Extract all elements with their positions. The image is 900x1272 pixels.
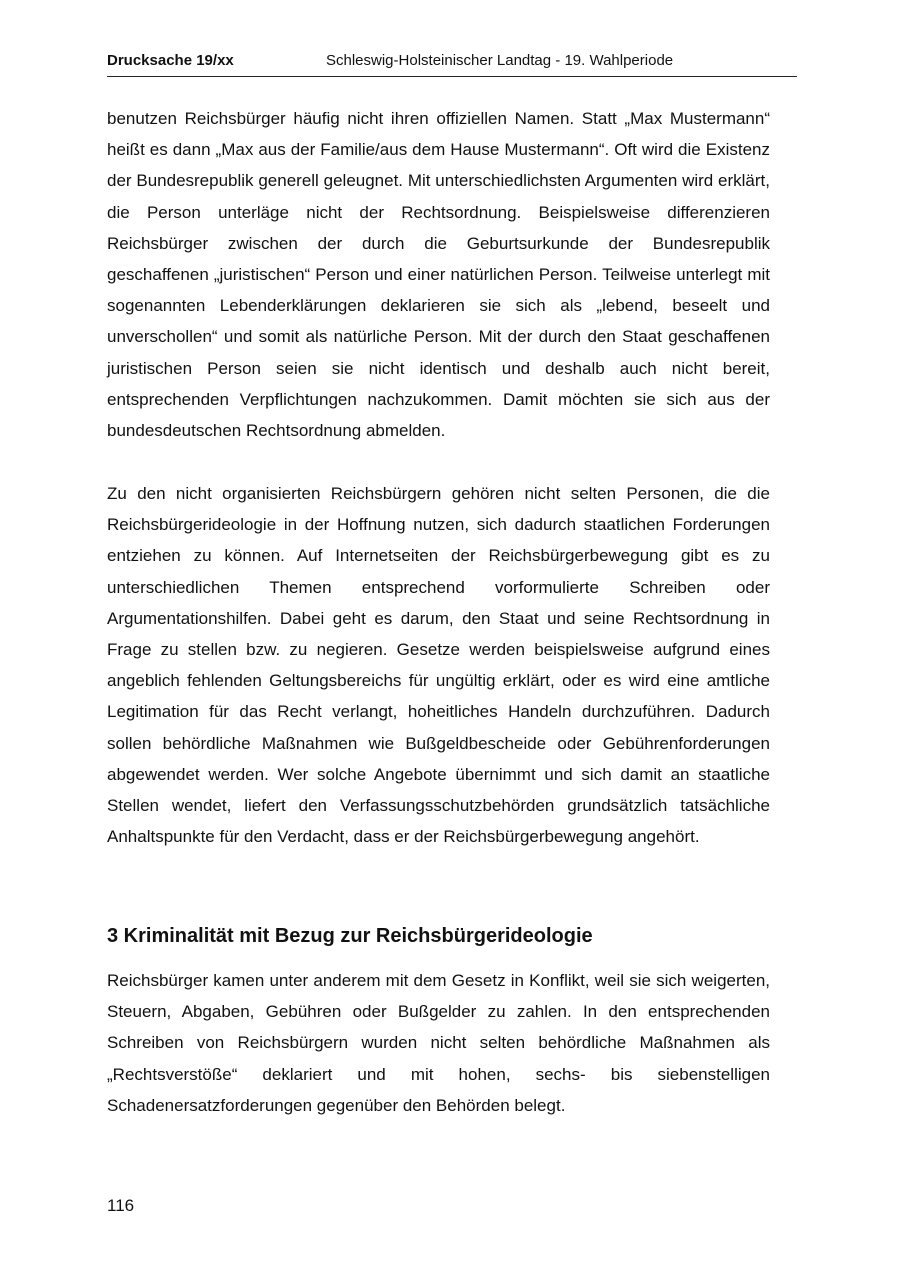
body-paragraph-1: benutzen Reichsbürger häufig nicht ihren offiziellen Namen. Statt „Max Mustermann“ heißt es dann „Max aus der Familie/aus dem Hause Mustermann“. Oft wird die Existenz der Bundesrepublik generell geleugnet. Mit unterschiedlichsten Argumenten wird erklärt, die Person unterläge nicht der Rechtsordnung. Beispielsweise differenzieren Reichsbürger zwischen der durch die Geburtsurkunde der Bundesrepublik geschaffenen „juristischen“ Person und einer natürlichen Person. Teilweise unterlegt mit sogenannten Lebenderklärungen deklarieren sie sich als „lebend, beseelt und unverschollen“ und somit als natürliche Person. Mit der durch den Staat geschaffenen juristischen Person seien sie nicht identisch und deshalb auch nicht bereit, entsprechenden Verpflichtungen nachzukommen. Damit möchten sie sich aus der bundesdeutschen Rechtsordnung abmelden.	[107, 109, 770, 441]
page-header	[107, 52, 797, 77]
body-paragraph-2: Zu den nicht organisierten Reichsbürgern gehören nicht selten Personen, die die Reichsbürgerideologie in der Hoffnung nutzen, sich dadurch staatlichen Forderungen entziehen zu können. Auf Internetseiten der Reichsbürgerbewegung gibt es zu unterschiedlichen Themen entsprechend vorformulierte Schreiben oder Argumentationshilfen. Dabei geht es darum, den Staat und seine Rechtsordnung in Frage zu stellen bzw. zu negieren. Gesetze werden beispielsweise aufgrund eines angeblich fehlenden Geltungsbereichs für ungültig erklärt, oder es wird eine amtliche Legitimation für das Recht verlangt, hoheitliches Handeln durchzuführen. Dadurch sollen behördliche Maßnahmen wie Bußgeldbescheide oder Gebührenforderungen abgewendet werden. Wer solche Angebote übernimmt und sich damit an staatliche Stellen wendet, liefert den Verfassungsschutzbehörden grundsätzlich tatsächliche Anhaltspunkte für den Verdacht, dass er der Reichsbürgerbewegung angehört.	[107, 484, 770, 847]
page-number: 116	[107, 1196, 135, 1215]
section-paragraph: Reichsbürger kamen unter anderem mit dem Gesetz in Konflikt, weil sie sich weigerten, Steuern, Abgaben, Gebühren oder Bußgelder zu zahlen. In den entsprechenden Schreiben von Reichsbürgern wurden nicht selten behördliche Maßnahmen als „Rechtsverstöße“ deklariert und mit hohen, sechs- bis siebenstelligen Schadenersatzforderungen gegenüber den Behörden belegt.	[107, 971, 770, 1115]
section-heading: 3 Kriminalität mit Bezug zur Reichsbürgerideologie	[107, 925, 593, 947]
document-number: Drucksache 19/xx	[107, 52, 234, 69]
header-title: Schleswig-Holsteinischer Landtag - 19. Wahlperiode	[326, 52, 674, 69]
